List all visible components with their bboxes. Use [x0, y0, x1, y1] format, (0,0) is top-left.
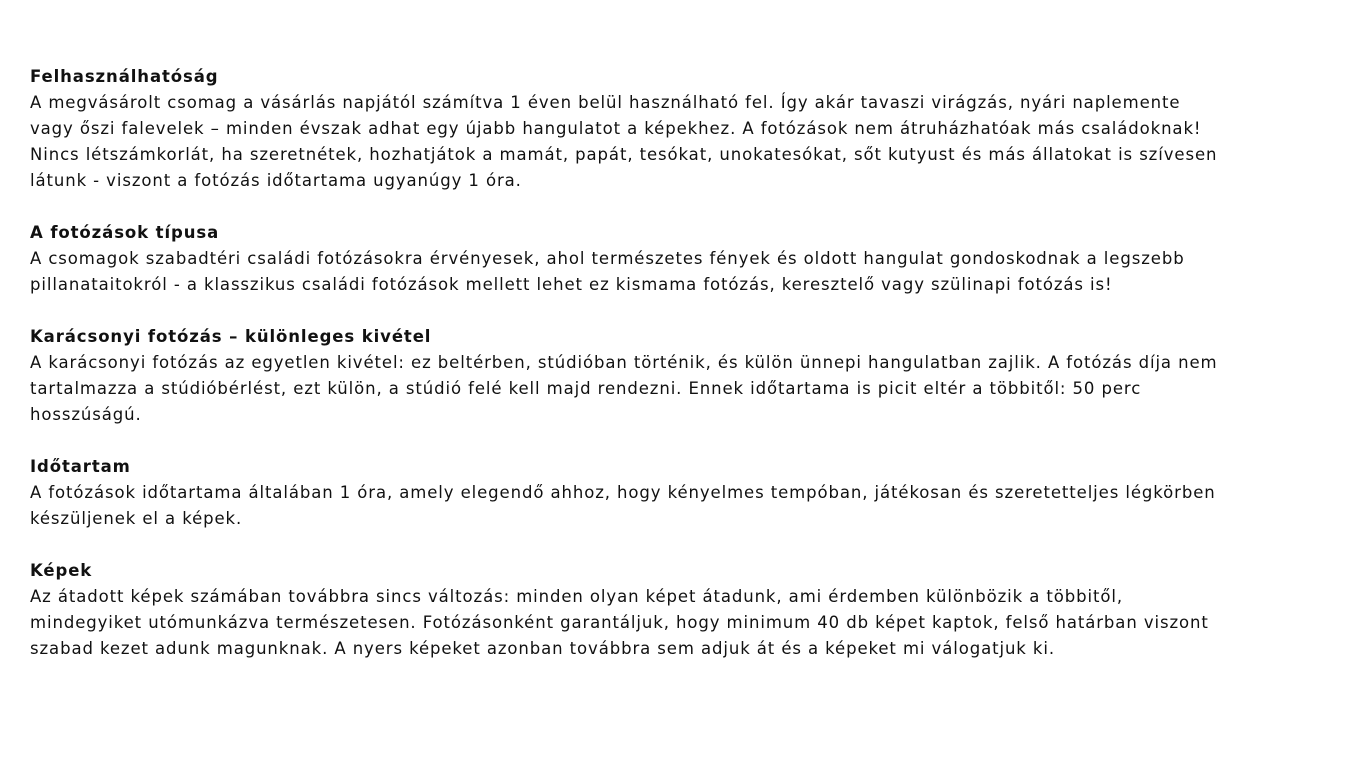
section-paragraph: A karácsonyi fotózás az egyetlen kivétel: ez beltérben, stúdióban történik, és külön ünnepi hangulatban zajlik. A fotózás díja nem tartalmazza a stúdióbérlést, ezt külön, a stúdió felé kell majd rendezni. Ennek időtartama is picit eltér a többitől: 50 perc hosszúságú.: [30, 353, 1218, 424]
section-duration: [30, 454, 1230, 532]
section-paragraph: A megvásárolt csomag a vásárlás napjától számítva 1 éven belül használható fel. Így akár tavaszi virágzás, nyári naplemente vagy őszi falevelek – minden évszak adhat egy újabb hangulatot a képekhez. A fotózások nem átruházhatóak más családoknak!: [30, 93, 1202, 138]
section-paragraph: A fotózások időtartama általában 1 óra, amely elegendő ahhoz, hogy kényelmes tempóban, játékosan és szeretetteljes légkörben készüljenek el a képek.: [30, 483, 1216, 528]
section-heading: Felhasználhatóság: [30, 67, 219, 86]
section-paragraph: A csomagok szabadtéri családi fotózásokra érvényesek, ahol természetes fények és oldott hangulat gondoskodnak a legszebb pillanataitokról - a klasszikus családi fotózások mellett lehet ez kismama fotózás, keresztelő vagy szülinapi fotózás is!: [30, 249, 1185, 294]
section-paragraph: Nincs létszámkorlát, ha szeretnétek, hozhatjátok a mamát, papát, tesókat, unokatesókat, sőt kutyust és más állatokat is szívesen látunk - viszont a fotózás időtartama ugyanúgy 1 óra.: [30, 145, 1218, 190]
section-paragraph: Az átadott képek számában továbbra sincs változás: minden olyan képet átadunk, ami érdemben különbözik a többitől, mindegyiket utómunkázva természetesen. Fotózásonként garantáljuk, hogy minimum 40 db képet kaptok, felső határban viszont szabad kezet adunk magunknak. A nyers képeket azonban továbbra sem adjuk át és a képeket mi válogatjuk ki.: [30, 587, 1209, 658]
section-usability: [30, 64, 1230, 194]
section-heading: Képek: [30, 561, 93, 580]
section-photo-types: [30, 220, 1230, 298]
info-text-block: [30, 64, 1230, 688]
section-christmas: [30, 324, 1230, 428]
section-heading: Karácsonyi fotózás – különleges kivétel: [30, 327, 432, 346]
section-images: [30, 558, 1230, 662]
section-heading: A fotózások típusa: [30, 223, 220, 242]
section-heading: Időtartam: [30, 457, 131, 476]
